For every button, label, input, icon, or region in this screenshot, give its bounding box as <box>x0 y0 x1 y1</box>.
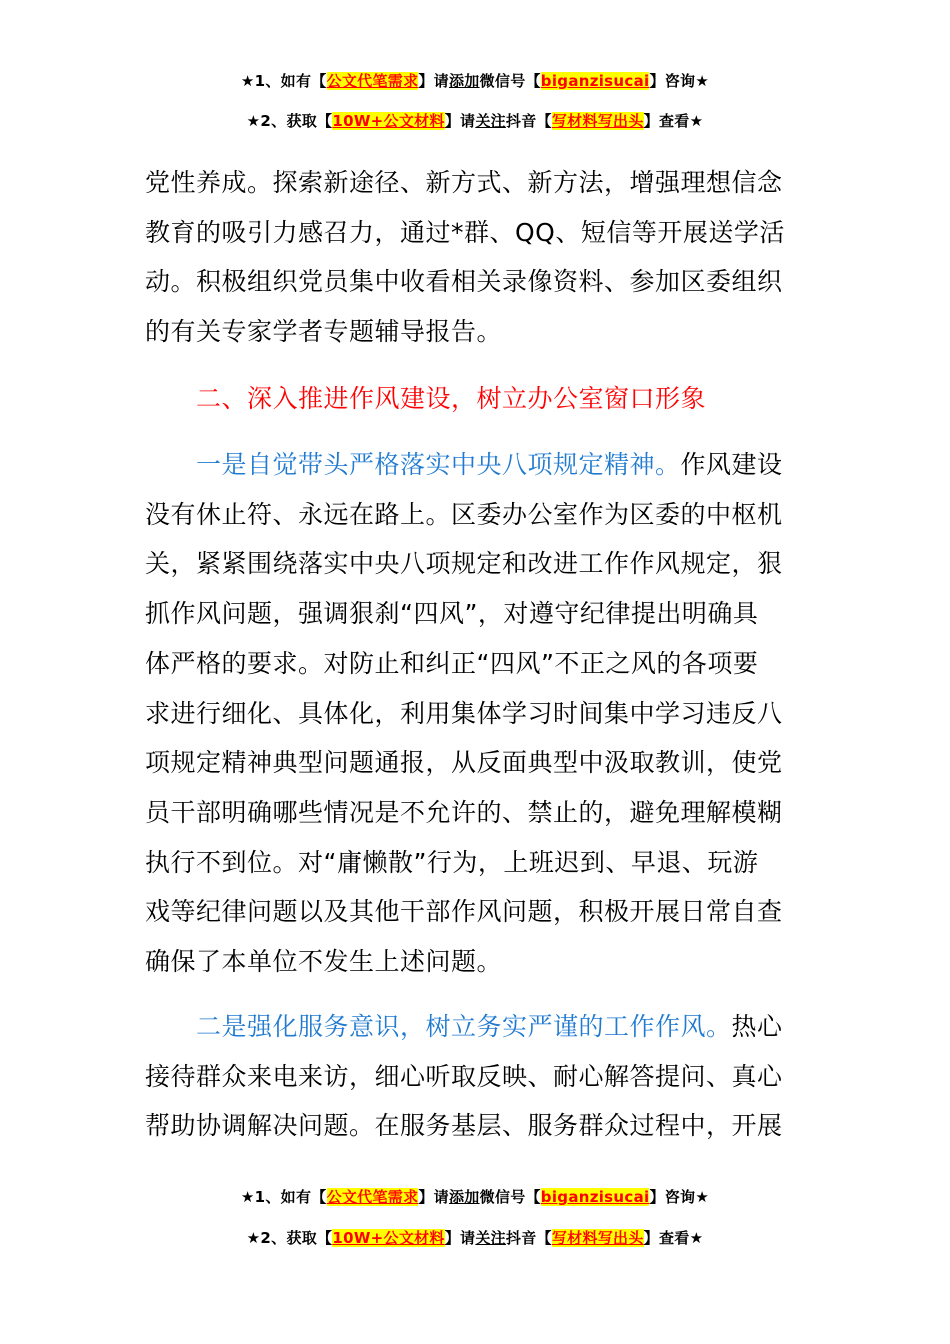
banner-text: 】请 <box>444 112 476 130</box>
banner-highlight: 公文代笔需求 <box>326 72 419 90</box>
banner-text: 】请 <box>444 1229 476 1247</box>
banner-underlined: 关注 <box>475 1229 506 1247</box>
text-line: 求进行细化、具体化，利用集体学习时间集中学习违反八 <box>145 698 783 728</box>
banner-text: 微信号【 <box>479 72 541 90</box>
text-line: 项规定精神典型问题通报，从反面典型中汲取教训，使党 <box>145 748 783 778</box>
banner-text: 微信号【 <box>479 1188 541 1206</box>
banner-text: 抖音【 <box>505 112 552 130</box>
banner-highlight: 写材料写出头 <box>551 112 644 130</box>
paragraph-first-line <box>145 1002 813 1052</box>
text-line: 执行不到位。对“庸懒散”行为，上班迟到、早退、玩游 <box>145 847 759 877</box>
text-line: 关，紧紧围绕落实中央八项规定和改进工作作风规定，狠 <box>145 549 783 579</box>
text-line: 没有休止符、永远在路上。区委办公室作为区委的中枢机 <box>145 499 783 529</box>
banner-text: 抖音【 <box>505 1229 552 1247</box>
section-heading: 二、深入推进作风建设，树立办公室窗口形象 <box>196 384 707 413</box>
banner-text: ★2、获取【 <box>246 112 333 130</box>
banner-text: 】查看★ <box>643 1229 704 1247</box>
paragraph-1 <box>145 440 813 987</box>
text-line: 接待群众来电来访，细心听取反映、耐心解答提问、真心 <box>145 1061 783 1091</box>
banner-highlight: 10W+公文材料 <box>332 1229 445 1247</box>
banner-underlined: 关注 <box>475 112 506 130</box>
intro-paragraph <box>145 158 813 357</box>
banner-text: ★1、如有【 <box>240 1188 327 1206</box>
text-line: 体严格的要求。对防止和纠正“四风”不正之风的各项要 <box>145 648 759 678</box>
banner-highlight: 写材料写出头 <box>551 1229 644 1247</box>
banner-text: 】查看★ <box>643 112 704 130</box>
text-line: 的有关专家学者专题辅导报告。 <box>145 317 503 347</box>
header-banner-line-2 <box>0 111 950 131</box>
banner-underlined: 添加 <box>448 72 480 90</box>
banner-text: ★2、获取【 <box>246 1229 333 1247</box>
paragraph-lead: 二是强化服务意识，树立务实严谨的工作作风。 <box>196 1012 732 1041</box>
paragraph-2 <box>145 1002 813 1151</box>
banner-highlight: biganzisucai <box>540 1188 650 1206</box>
paragraph-lead: 一是自觉带头严格落实中央八项规定精神。 <box>196 450 681 479</box>
banner-text: 】咨询★ <box>649 72 710 90</box>
banner-text: ★1、如有【 <box>240 72 327 90</box>
banner-underlined: 添加 <box>448 1188 480 1206</box>
text-line: 抓作风问题，强调狠刹“四风”，对遵守纪律提出明确具 <box>145 599 759 629</box>
text-line: 帮助协调解决问题。在服务基层、服务群众过程中，开展 <box>145 1111 783 1141</box>
banner-text: 】咨询★ <box>649 1188 710 1206</box>
text-run: 作风建设 <box>680 450 783 479</box>
banner-highlight: 10W+公文材料 <box>332 112 445 130</box>
text-line: 戏等纪律问题以及其他干部作风问题，积极开展日常自查 <box>145 897 783 927</box>
paragraph-first-line <box>145 440 813 490</box>
text-line: 党性养成。探索新途径、新方式、新方法，增强理想信念 <box>145 168 783 197</box>
banner-highlight: biganzisucai <box>540 72 650 90</box>
text-line: 员干部明确哪些情况是不允许的、禁止的，避免理解模糊 <box>145 797 783 827</box>
text-line: 确保了本单位不发生上述问题。 <box>145 947 503 977</box>
text-run: 热心 <box>731 1012 783 1041</box>
banner-highlight: 公文代笔需求 <box>326 1188 419 1206</box>
banner-text: 】请 <box>418 72 449 90</box>
text-line: 动。积极组织党员集中收看相关录像资料、参加区委组织 <box>145 267 783 297</box>
banner-text: 】请 <box>418 1188 449 1206</box>
footer-banner-line-1 <box>0 1187 950 1207</box>
footer-banner-line-2 <box>0 1228 950 1248</box>
text-line: 教育的吸引力感召力，通过*群、QQ、短信等开展送学活 <box>145 217 785 247</box>
header-banner-line-1 <box>0 71 950 91</box>
